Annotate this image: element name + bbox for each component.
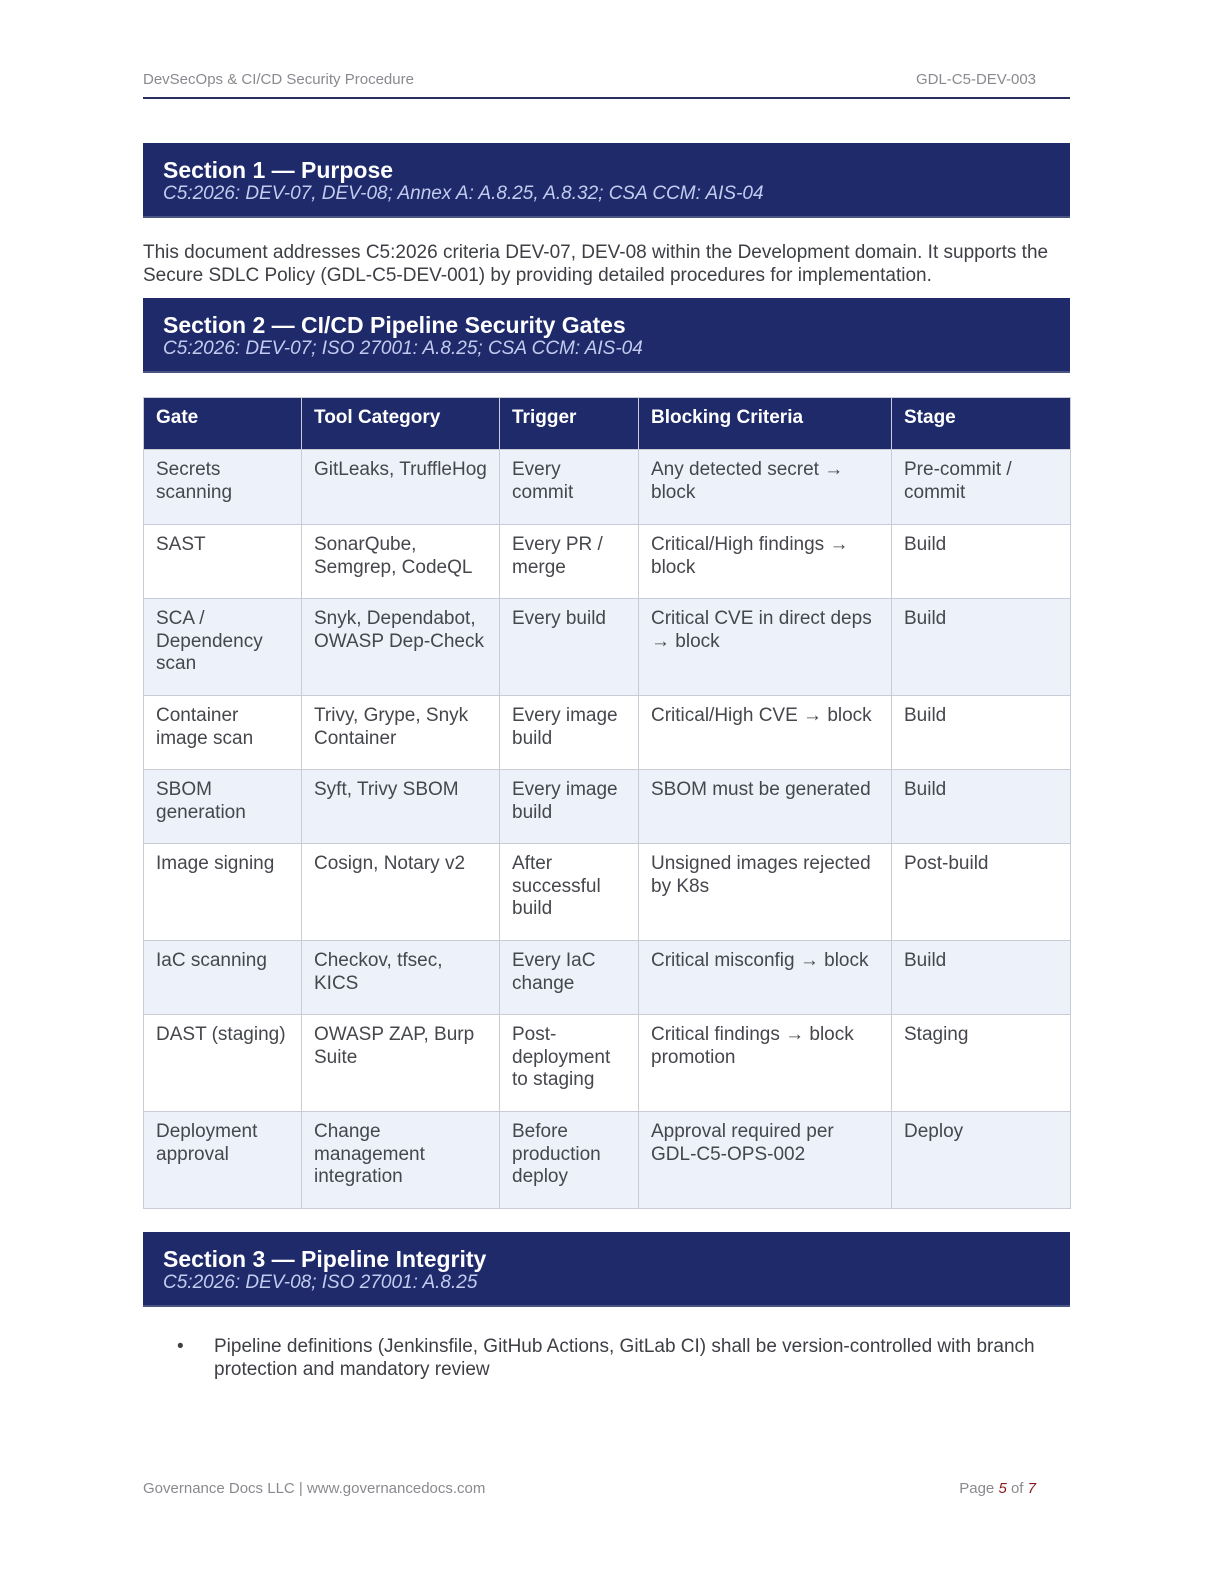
footer-company: Governance Docs LLC | www.governancedocs.com [143,1480,486,1497]
table-row [144,450,1071,525]
cell-trigger: Every IaC change [500,941,639,1015]
section-3-title: Section 3 — Pipeline Integrity [163,1246,487,1272]
cell-gate: SAST [144,525,302,599]
cell-gate: Image signing [144,844,302,941]
table-row [144,1112,1071,1209]
cell-trigger: Every PR / merge [500,525,639,599]
cell-blocking-criteria: Any detected secret → block [639,450,892,525]
section-2-title: Section 2 — CI/CD Pipeline Security Gates [163,312,626,338]
cell-blocking-criteria: SBOM must be generated [639,770,892,844]
section-3-refs: C5:2026: DEV-08; ISO 27001: A.8.25 [163,1272,478,1293]
cell-stage: Build [892,770,1071,844]
cell-gate: IaC scanning [144,941,302,1015]
section-2-refs: C5:2026: DEV-07; ISO 27001: A.8.25; CSA CCM: AIS-04 [163,338,643,359]
section-1-body: This document addresses C5:2026 criteria DEV-07, DEV-08 within the Development domain. It supports the Secure SDLC Policy (GDL-C5-DEV-001) by providing detailed procedures for implementation. [143,242,1049,286]
cell-blocking-criteria: Critical findings → block promotion [639,1015,892,1112]
document-title: DevSecOps & CI/CD Security Procedure [143,71,414,88]
table-row [144,599,1071,696]
page-of: of [1010,1480,1024,1497]
cell-tool-category: Checkov, tfsec, KICS [302,941,500,1015]
cell-trigger: After successful build [500,844,639,941]
column-header-stage: Stage [892,398,1071,450]
table-row [144,770,1071,844]
column-header-tool-category: Tool Category [302,398,500,450]
cell-trigger: Post-deployment to staging [500,1015,639,1112]
cell-blocking-criteria: Critical/High CVE → block [639,696,892,770]
cell-stage: Deploy [892,1112,1071,1209]
cell-trigger: Before production deploy [500,1112,639,1209]
table-row [144,941,1071,1015]
cell-stage: Post-build [892,844,1071,941]
cell-tool-category: Cosign, Notary v2 [302,844,500,941]
cell-stage: Build [892,696,1071,770]
cell-stage: Staging [892,1015,1071,1112]
table-row [144,525,1071,599]
table-row [144,844,1071,941]
cell-blocking-criteria: Critical CVE in direct deps → block [639,599,892,696]
cell-stage: Build [892,941,1071,1015]
cell-gate: Container image scan [144,696,302,770]
cell-blocking-criteria: Approval required per GDL-C5-OPS-002 [639,1112,892,1209]
document-id: GDL-C5-DEV-003 [915,71,1036,88]
cell-tool-category: GitLeaks, TruffleHog [302,450,500,525]
cell-trigger: Every image build [500,770,639,844]
cell-tool-category: Trivy, Grype, Snyk Container [302,696,500,770]
list-item-text: Pipeline definitions (Jenkinsfile, GitHub Actions, GitLab CI) shall be version-controlled with branch protection and mandatory review [214,1336,1035,1380]
column-header-trigger: Trigger [500,398,639,450]
cell-blocking-criteria: Unsigned images rejected by K8s [639,844,892,941]
cell-gate: SCA / Dependency scan [144,599,302,696]
cell-trigger: Every image build [500,696,639,770]
cell-blocking-criteria: Critical/High findings → block [639,525,892,599]
column-header-blocking-criteria: Blocking Criteria [639,398,892,450]
bullet-icon: • [177,1336,184,1357]
section-1-header [143,143,1070,218]
column-header-gate: Gate [144,398,302,450]
cell-tool-category: Syft, Trivy SBOM [302,770,500,844]
cell-tool-category: SonarQube, Semgrep, CodeQL [302,525,500,599]
cell-gate: DAST (staging) [144,1015,302,1112]
table-header-row [144,398,1071,450]
cell-stage: Build [892,599,1071,696]
cell-tool-category: OWASP ZAP, Burp Suite [302,1015,500,1112]
list-item [143,1335,1043,1381]
page-label: Page [959,1480,995,1497]
section-2-header [143,298,1070,373]
table-row [144,696,1071,770]
page-current: 5 [998,1480,1007,1497]
section-3-header [143,1232,1070,1307]
cell-trigger: Every commit [500,450,639,525]
cell-trigger: Every build [500,599,639,696]
section-3-bullet-list [143,1335,1043,1381]
page-number [959,1480,1036,1497]
cell-gate: Deployment approval [144,1112,302,1209]
section-1-title: Section 1 — Purpose [163,157,394,183]
page-header [143,70,1070,99]
cell-stage: Pre-commit / commit [892,450,1071,525]
cell-stage: Build [892,525,1071,599]
security-gates-table [143,397,1071,1209]
cell-gate: SBOM generation [144,770,302,844]
cell-blocking-criteria: Critical misconfig → block [639,941,892,1015]
page-total: 7 [1027,1480,1036,1497]
cell-gate: Secrets scanning [144,450,302,525]
cell-tool-category: Snyk, Dependabot, OWASP Dep-Check [302,599,500,696]
cell-tool-category: Change management integration [302,1112,500,1209]
section-1-refs: C5:2026: DEV-07, DEV-08; Annex A: A.8.25, A.8.32; CSA CCM: AIS-04 [163,183,764,204]
table-row [144,1015,1071,1112]
